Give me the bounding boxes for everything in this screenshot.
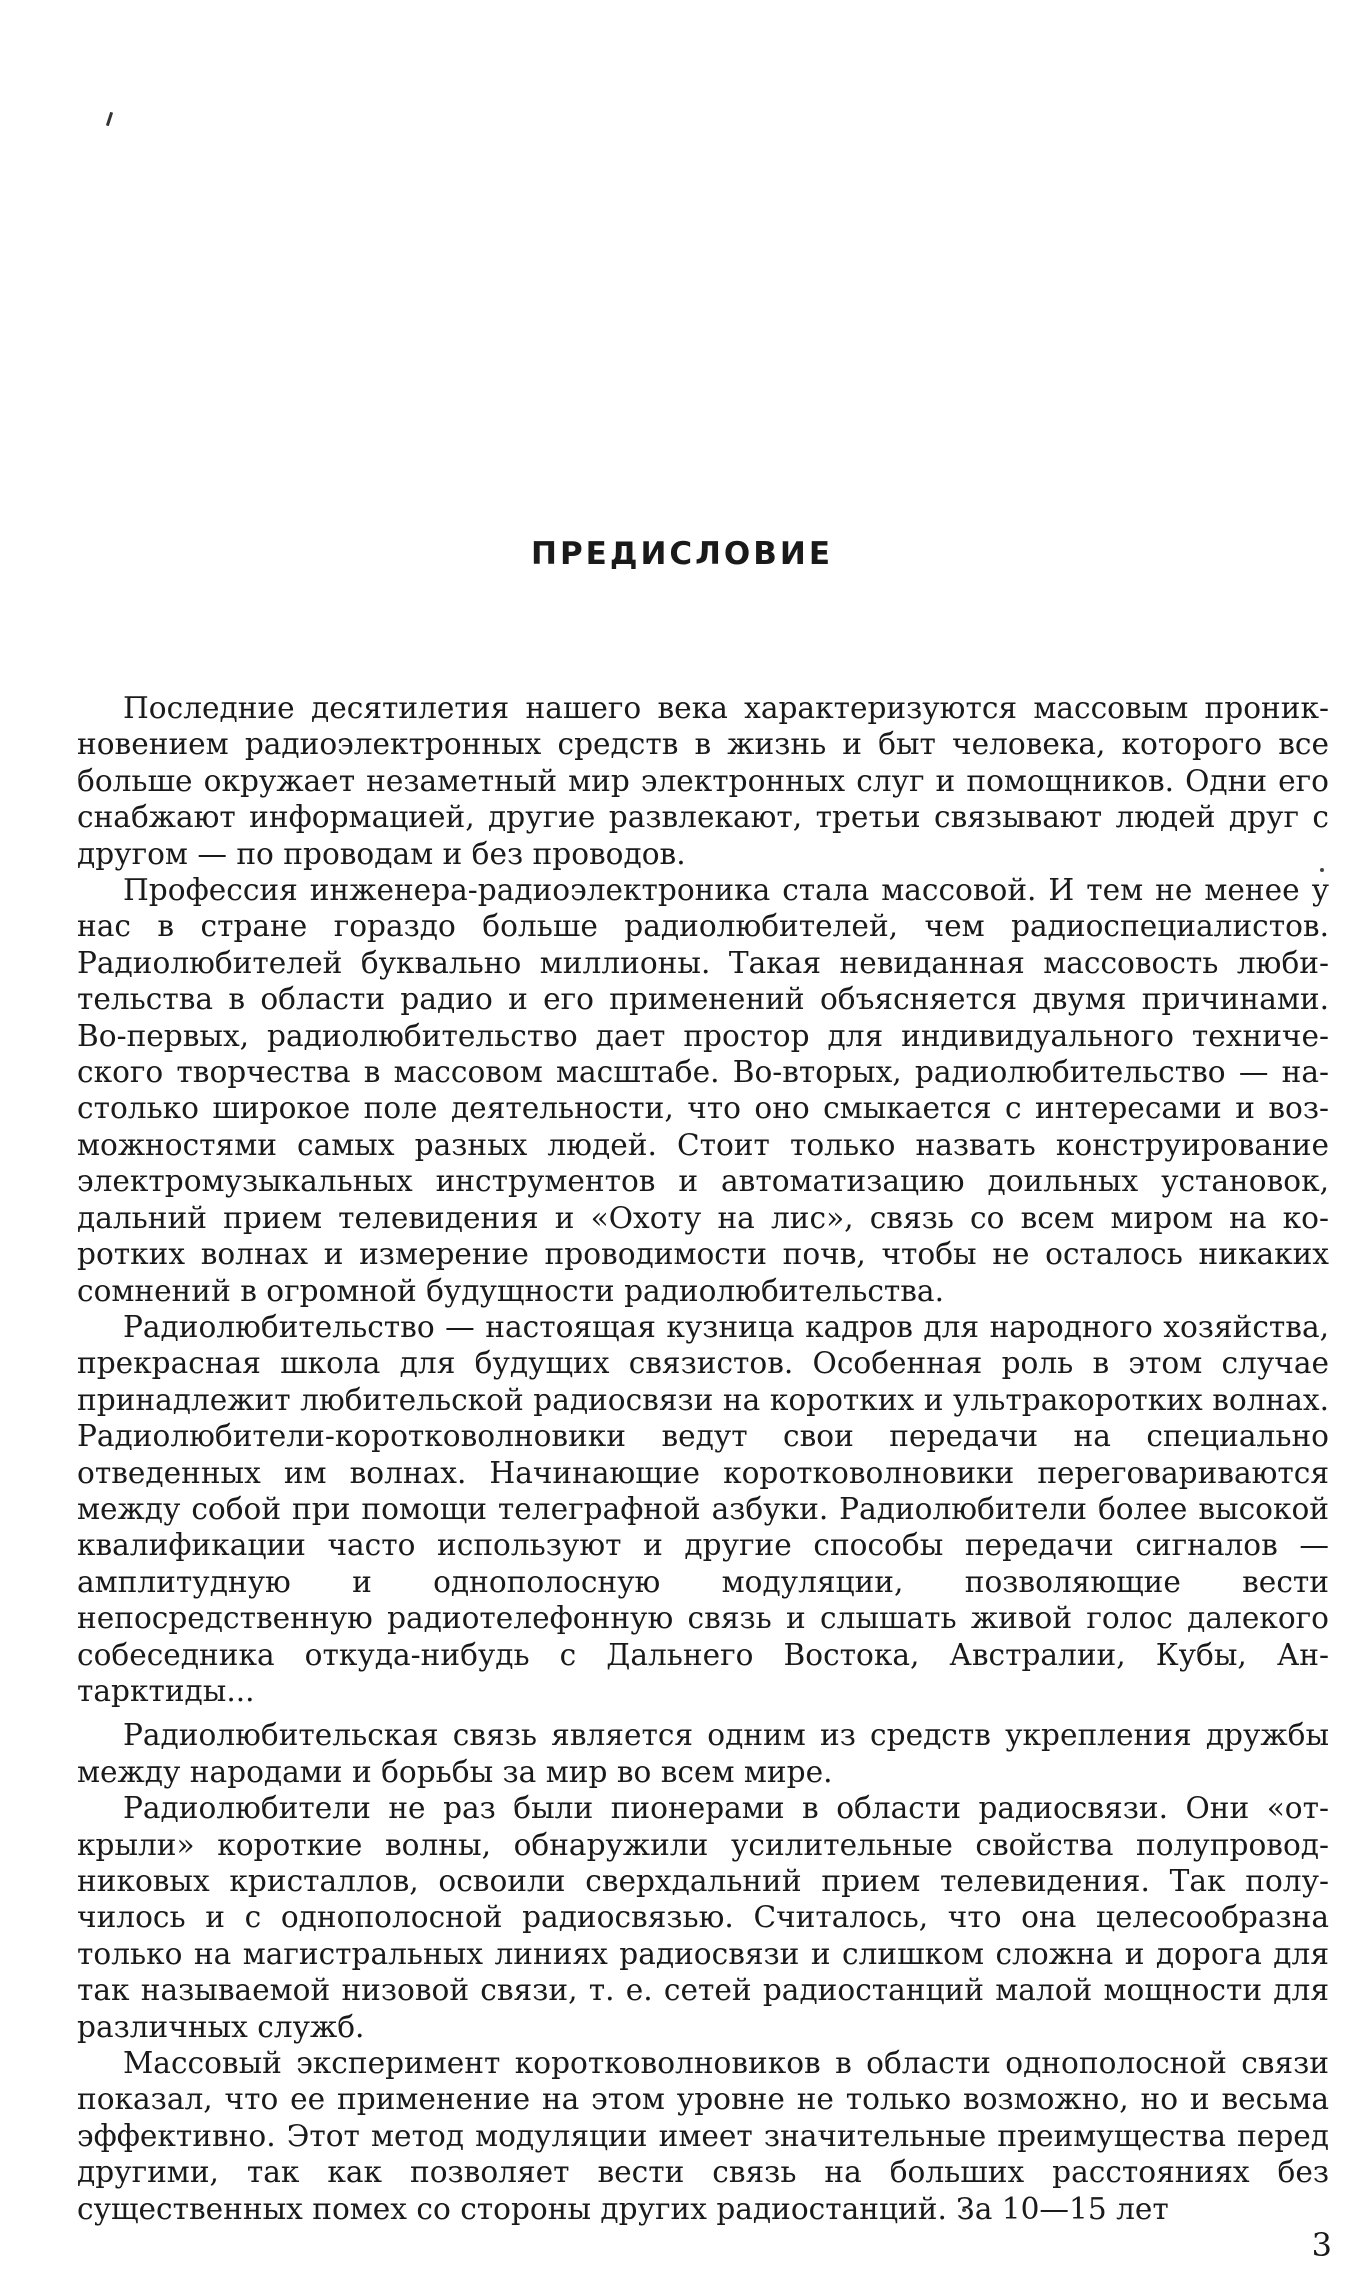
page-number: 3 [1311, 2226, 1332, 2264]
paragraph: Радиолюбители не раз были пионерами в области радиосвязи. Они «открыли» короткие волны, обнаружили усилительные свойства полупроводниковых кристаллов, освоили сверхдальний прием телевидения. Так получилось и с однополосной радиосвязью. Считалось, что она целесообразна только на магистральных линиях радиосвязи и слишком сложна и дорога для так называемой низовой связи, т. е. сетей радиостанций малой мощности для различных служб. [77, 1791, 1329, 2044]
paragraph: Радиолюбительская связь является одним из средств укрепления дружбы между народами и борьбы за мир во всем мире. [77, 1718, 1329, 1789]
paragraph: Последние десятилетия нашего века характеризуются массовым проникновением радиоэлектронных средств в жизнь и быт человека, которого все больше окружает незаметный мир электронных слуг и помощников. Одни его снабжают информацией, другие развлекают, третьи связывают людей друг с другом — по проводам и без проводов. [77, 691, 1329, 871]
paragraph: Профессия инженера-радиоэлектроника стала массовой. И тем не менее у нас в стране гораздо больше радиолюбителей, чем радиоспециалистов. Радиолюбителей буквально миллионы. Такая невиданная массовость любительства в области радио и его применений объясняется двумя причинами. Во-первых, радиолюбительство дает простор для индивидуального технического творчества в массовом масштабе. Во-вторых, радиолюбительство — настолько широкое поле деятельности, что оно смыкается с интересами и возможностями самых разных людей. Стоит только назвать конструирование электромузыкальных инструментов и автоматизацию доильных установок, дальний прием телевидения и «Охоту на лис», связь со всем миром на коротких волнах и измерение проводимости почв, чтобы не осталось никаких сомнений в огромной будущности радиолюбительства. [77, 873, 1329, 1308]
stray-ink-mark [106, 112, 113, 126]
page-title: ПРЕДИСЛОВИЕ [531, 536, 833, 572]
preface-body [77, 690, 1329, 2227]
paragraph: Массовый эксперимент коротковолновиков в области однополосной связи показал, что ее применение на этом уровне не только возможно, но и весьма эффективно. Этот метод модуляции имеет значительные преимущества перед другими, так как позволяет вести связь на больших расстояниях без существенных помех со стороны других радиостанций. За 10—15 лет [77, 2046, 1329, 2226]
paragraph: Радиолюбительство — настоящая кузница кадров для народного хозяйства, прекрасная школа для будущих связистов. Особенная роль в этом случае принадлежит любительской радиосвязи на коротких и ультракоротких волнах. Радиолюбители-коротковолновики ведут свои передачи на специально отведенных им волнах. Начинающие коротковолновики переговариваются между собой при помощи телеграфной азбуки. Радиолюбители более высокой квалификации часто используют и другие способы передачи сигналов — амплитудную и однополосную модуляции, позволяющие вести непосредственную радиотелефонную связь и слышать живой голос далекого собеседника откуда-нибудь с Дальнего Востока, Австралии, Кубы, Антарктиды... [77, 1309, 1329, 1708]
